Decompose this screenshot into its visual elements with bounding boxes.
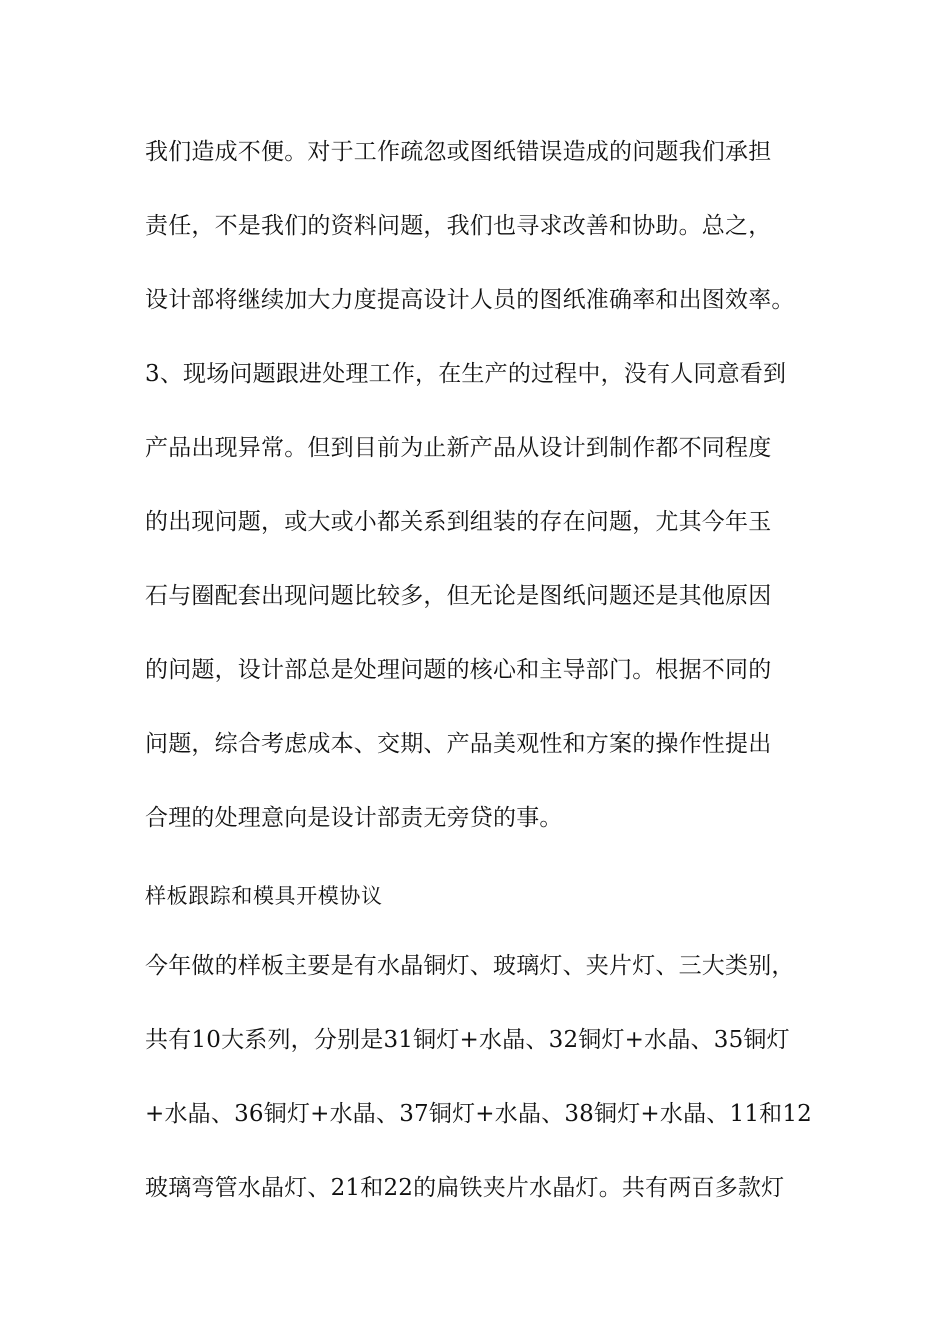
section-heading: 样板跟踪和模具开模协议 xyxy=(145,884,383,908)
text-line: 合理的处理意向是设计部责无旁贷的事。 xyxy=(145,805,563,831)
text-line: 责任，不是我们的资料问题，我们也寻求改善和协助。总之， xyxy=(145,213,772,239)
text-line: 3、现场问题跟进处理工作，在生产的过程中，没有人同意看到 xyxy=(145,361,787,387)
text-line: 今年做的样板主要是有水晶铜灯、玻璃灯、夹片灯、三大类别， xyxy=(145,953,795,979)
text-line: 的问题，设计部总是处理问题的核心和主导部门。根据不同的 xyxy=(145,657,772,683)
text-line: 设计部将继续加大力度提高设计人员的图纸准确率和出图效率。 xyxy=(145,287,795,313)
text-line: 问题，综合考虑成本、交期、产品美观性和方案的操作性提出 xyxy=(145,731,772,757)
text-line: 我们造成不便。对于工作疏忽或图纸错误造成的问题我们承担 xyxy=(145,139,772,165)
text-line: 产品出现异常。但到目前为止新产品从设计到制作都不同程度 xyxy=(145,435,772,461)
text-line: 玻璃弯管水晶灯、21和22的扁铁夹片水晶灯。共有两百多款灯 xyxy=(145,1175,785,1201)
text-line: 石与圈配套出现问题比较多，但无论是图纸问题还是其他原因 xyxy=(145,583,772,609)
text-line: 共有10大系列，分别是31铜灯+水晶、32铜灯+水晶、35铜灯 xyxy=(145,1027,790,1053)
text-line: +水晶、36铜灯+水晶、37铜灯+水晶、38铜灯+水晶、11和12 xyxy=(145,1101,813,1127)
text-line: 的出现问题，或大或小都关系到组装的存在问题，尤其今年玉 xyxy=(145,509,772,535)
